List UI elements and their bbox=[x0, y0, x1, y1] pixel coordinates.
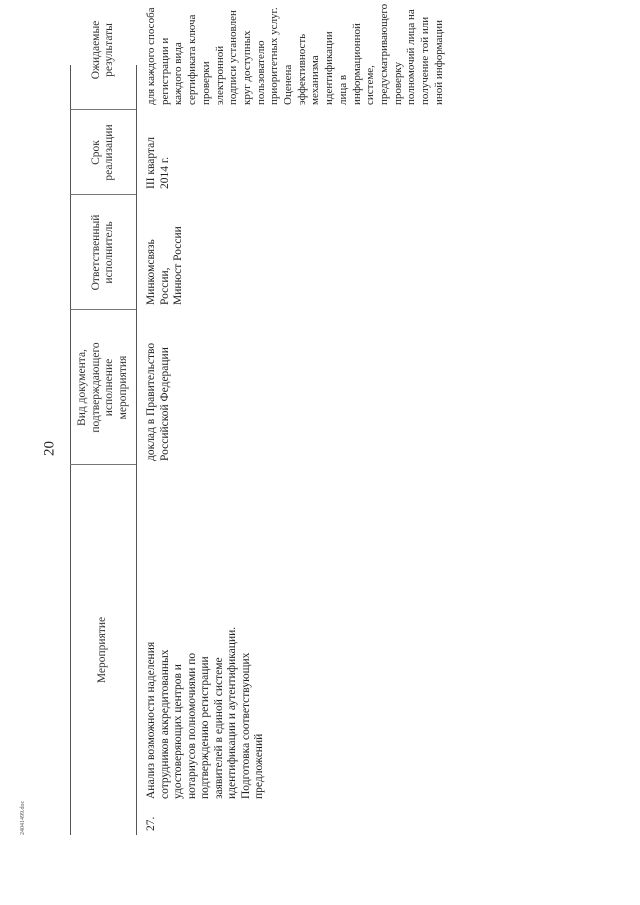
header-results: Ожидаемые результаты bbox=[89, 20, 115, 80]
row-deadline: III квартал 2014 г. bbox=[145, 136, 171, 189]
page-number: 20 bbox=[41, 441, 58, 456]
row-event: Анализ возможности наделения сотрудников аккредитованных удостоверяющих центров и нотариусов полномочиями по подтверждению регистрации заявителей в единой системе идентификации и аутентификации. Подготовка соответствующих предложений bbox=[145, 626, 265, 799]
header-document: Вид документа, подтверждающего исполнение мероприятия bbox=[76, 342, 129, 433]
row-executor: Минкомсвязь России, Минюст России bbox=[145, 226, 184, 305]
row-document: доклад в Правительство Российской Федерации bbox=[145, 342, 171, 461]
header-bottom-rule bbox=[136, 65, 137, 835]
row-results: для каждого способа регистрации и каждого вида сертификата ключа проверки электронной подписи установлен круг доступных пользователю приоритетных услуг. Оценена эффективность механизма идентификации лица в информационной системе, предусматривающего проверку полномочий лица на получение той или иной информации bbox=[145, 3, 445, 105]
document-id: 24041499.doc bbox=[20, 800, 26, 835]
header-deadline: Срок реализации bbox=[89, 124, 115, 181]
header-event: Мероприятие bbox=[96, 616, 109, 684]
header-executor: Ответственный исполнитель bbox=[89, 214, 115, 291]
row-number: 27. bbox=[145, 816, 157, 831]
rotated-table bbox=[70, 3, 610, 835]
